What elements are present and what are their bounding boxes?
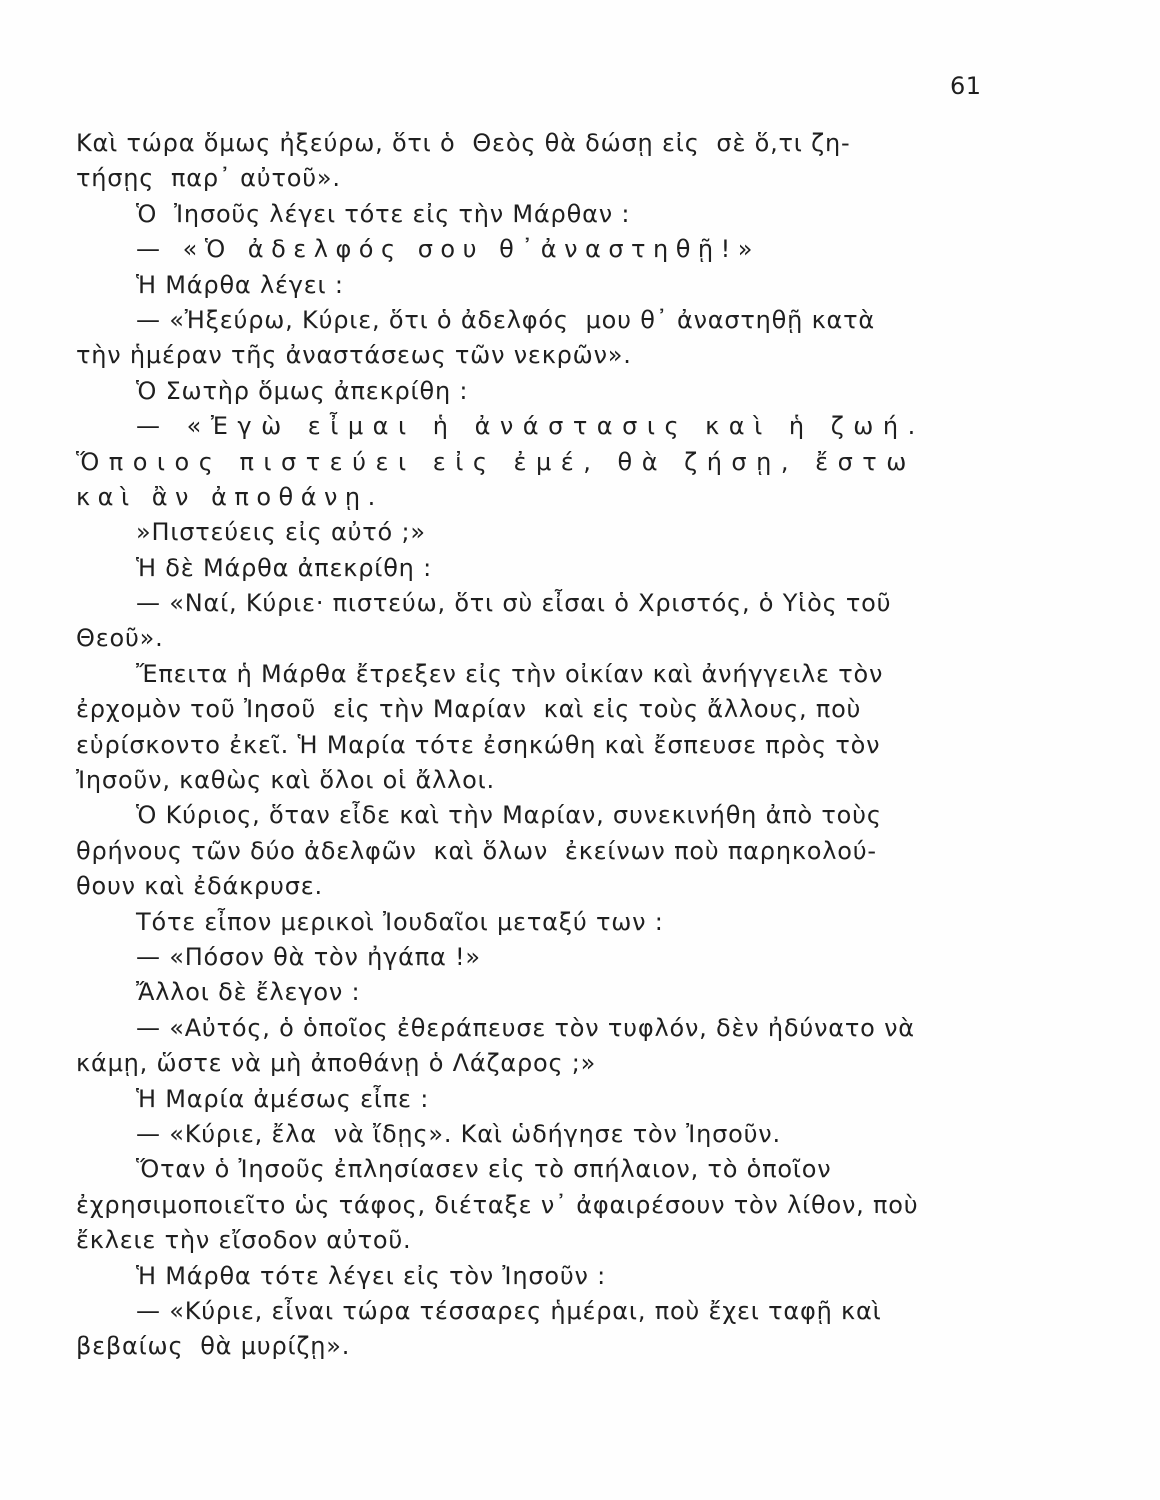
- text-line: Καὶ τώρα ὅμως ἠξεύρω, ὅτι ὁ Θεὸς θὰ δώσῃ εἰς σὲ ὅ,τι ζη-: [76, 129, 851, 157]
- text-line: — «Κύριε, εἶναι τώρα τέσσαρες ἡμέραι, ποὺ ἔχει ταφῇ καὶ: [136, 1296, 882, 1325]
- text-line: τὴν ἡμέραν τῆς ἀναστάσεως τῶν νεκρῶν».: [76, 341, 632, 370]
- text-line: — «Κύριε, ἔλα νὰ ἴδῃς». Καὶ ὡδήγησε τὸν Ἰησοῦν.: [136, 1119, 781, 1148]
- text-line: ἐρχομὸν τοῦ Ἰησοῦ εἰς τὴν Μαρίαν καὶ εἰς τοὺς ἄλλους, ποὺ: [76, 695, 862, 724]
- text-line: Ὁ Ἰησοῦς λέγει τότε εἰς τὴν Μάρθαν :: [136, 199, 631, 228]
- text-line: Ἡ δὲ Μάρθα ἀπεκρίθη :: [136, 553, 433, 582]
- text-line: ἐχρησιμοποιεῖτο ὡς τάφος, διέταξε ν᾿ ἀφαιρέσουν τὸν λίθον, ποὺ: [76, 1190, 919, 1219]
- text-line: Ἡ Μάρθα τότε λέγει εἰς τὸν Ἰησοῦν :: [136, 1261, 607, 1290]
- text-line: Θεοῦ».: [76, 624, 164, 653]
- text-line: Ἡ Μαρία ἀμέσως εἶπε :: [136, 1084, 430, 1113]
- text-line: Ἡ Μάρθα λέγει :: [136, 270, 344, 299]
- text-line: »Πιστεύεις εἰς αὐτό ;»: [136, 518, 426, 547]
- text-line: — «Ναί, Κύριε· πιστεύω, ὅτι σὺ εἶσαι ὁ Χριστός, ὁ Υἱὸς τοῦ: [136, 589, 892, 618]
- text-line: Ἔπειτα ἡ Μάρθα ἔτρεξεν εἰς τὴν οἰκίαν καὶ ἀνήγγειλε τὸν: [136, 659, 884, 688]
- text-line: — «Ἠξεύρω, Κύριε, ὅτι ὁ ἀδελφός μου θ᾿ ἀναστηθῇ κατὰ: [136, 305, 876, 334]
- text-line: καὶ ἂν ἀποθάνῃ.: [76, 482, 383, 511]
- text-line: κάμῃ, ὥστε νὰ μὴ ἀποθάνῃ ὁ Λάζαρος ;»: [76, 1049, 597, 1078]
- text-line: Ὁ Σωτὴρ ὅμως ἀπεκρίθη :: [136, 376, 469, 405]
- body-text: [76, 126, 1036, 1365]
- text-line: Τότε εἶπον μερικοὶ Ἰουδαῖοι μεταξύ των :: [136, 907, 664, 936]
- text-line: — «Αὐτός, ὁ ὁποῖος ἐθεράπευσε τὸν τυφλόν, δὲν ἠδύνατο νὰ: [136, 1013, 915, 1042]
- text-line: θρήνους τῶν δύο ἀδελφῶν καὶ ὅλων ἐκείνων ποὺ παρηκολού-: [76, 836, 877, 865]
- text-line: Ἄλλοι δὲ ἔλεγον :: [136, 978, 361, 1007]
- text-line: Ὁ Κύριος, ὅταν εἶδε καὶ τὴν Μαρίαν, συνεκινήθη ἀπὸ τοὺς: [136, 801, 882, 830]
- text-line: ἔκλειε τὴν εἴσοδον αὐτοῦ.: [76, 1226, 412, 1255]
- text-line: — «Πόσον θὰ τὸν ἠγάπα !»: [136, 942, 481, 971]
- text-line: Ἰησοῦν, καθὼς καὶ ὅλοι οἱ ἄλλοι.: [76, 766, 495, 795]
- text-line: τήσῃς παρ᾿ αὐτοῦ».: [76, 164, 341, 193]
- text-line: — «Ὁ ἀδελφός σου θ᾿ἀναστηθῇ!»: [136, 235, 760, 264]
- page-number: 61: [950, 72, 982, 100]
- text-line: Ὅταν ὁ Ἰησοῦς ἐπλησίασεν εἰς τὸ σπήλαιον, τὸ ὁποῖον: [136, 1155, 832, 1184]
- text-line: Ὅποιος πιστεύει εἰς ἐμέ, θὰ ζήσῃ, ἔστω: [76, 447, 916, 476]
- text-line: βεβαίως θὰ μυρίζῃ».: [76, 1332, 351, 1361]
- text-line: — «Ἐγὼ εἶμαι ἡ ἀνάστασις καὶ ἡ ζωή.: [136, 412, 925, 441]
- text-line: θουν καὶ ἐδάκρυσε.: [76, 872, 323, 901]
- text-line: εὑρίσκοντο ἐκεῖ. Ἡ Μαρία τότε ἐσηκώθη καὶ ἔσπευσε πρὸς τὸν: [76, 730, 881, 759]
